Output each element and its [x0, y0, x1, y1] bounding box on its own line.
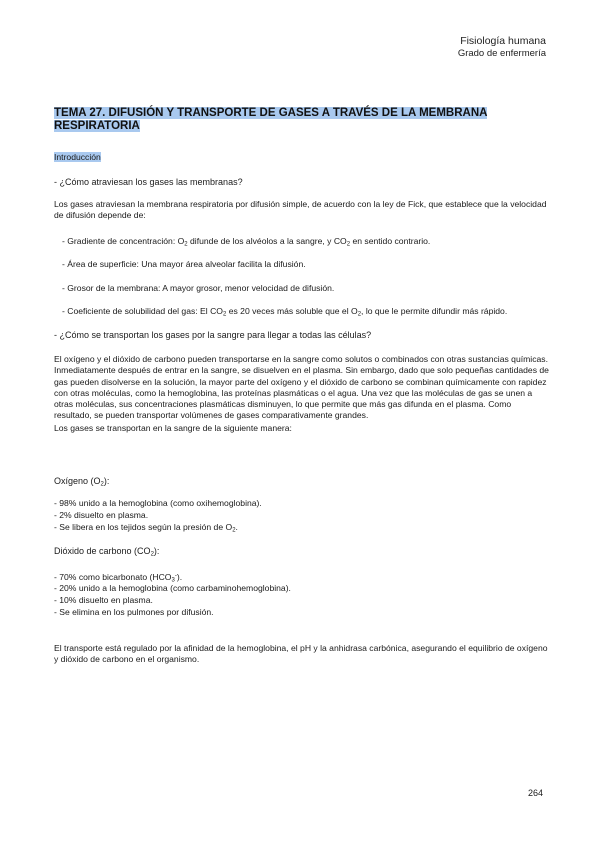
section-heading [54, 152, 549, 163]
factor-gradient [62, 236, 557, 251]
page-title [54, 107, 514, 133]
subscript: 2 [346, 241, 351, 248]
oxygen-heading-b: ): [103, 476, 110, 486]
co2-heading-b: ): [153, 546, 160, 556]
subscript: 3 [171, 577, 175, 584]
factor-gradient-b: difunde de los alvéolos a la sangre, y CO [187, 236, 347, 246]
transport-intro: Los gases se transportan en la sangre de la siguiente manera: [54, 423, 292, 433]
oxygen-item: - 2% disuelto en plasma. [54, 510, 149, 520]
oxygen-release-b: . [235, 522, 238, 532]
subscript: 2 [100, 481, 104, 488]
factor-solubility-b: es 20 veces más soluble que el O [226, 306, 358, 316]
conclusion-paragraph: El transporte está regulado por la afinidad de la hemoglobina, el pH y la anhidrasa carbónica, asegurando el equilibrio de oxígeno y dióxido de carbono en el organismo. [54, 643, 548, 665]
co2-bicarb-b: ). [176, 572, 183, 582]
oxygen-heading-a: Oxígeno (O [54, 476, 101, 486]
transport-paragraph: El oxígeno y el dióxido de carbono pueden transportarse en la sangre como solutos o combinados con otras sustancias químicas. Inmediatamente después de entrar en la sangre, se disuelven en el plasma. Sin embargo, dado que solo pequeñas cantidades de gas pueden disolverse en la solución, la mayor parte del oxígeno y el dióxido de carbono se combinan químicamente con rapidez con otras moléculas, como la hemoglobina, las proteínas plasmáticas o el agua. Una vez que las moléculas de gas se unen a otras moléculas, sus concentraciones plasmáticas disminuyen, lo que permite que más gas difunda en el plasma. Como resultado, se pueden transportar volúmenes de gases comparativamente grandes. [54, 354, 549, 421]
page-number: 264 [528, 788, 544, 798]
co2-item: - Se elimina en los pulmones por difusión. [54, 607, 214, 617]
subscript: 2 [184, 241, 188, 248]
factor-surface: - Área de superficie: Una mayor área alveolar facilita la difusión. [62, 259, 306, 269]
co2-heading-a: Dióxido de carbono (CO [54, 546, 151, 556]
header-course: Fisiología humana [460, 35, 546, 47]
oxygen-item-release [54, 522, 549, 537]
factor-gradient-a: - Gradiente de concentración: O [62, 236, 185, 246]
co2-bicarb-a: - 70% como bicarbonato (HCO [54, 572, 172, 582]
oxygen-heading [54, 476, 549, 491]
subscript: 2 [357, 311, 362, 318]
factor-thickness: - Grosor de la membrana: A mayor grosor, menor velocidad de difusión. [62, 283, 335, 293]
oxygen-item: - 98% unido a la hemoglobina (como oxihemoglobina). [54, 498, 262, 508]
header-degree: Grado de enfermería [457, 48, 546, 59]
subscript: 2 [150, 551, 154, 558]
page-title-text: TEMA 27. DIFUSIÓN Y TRANSPORTE DE GASES A TRAVÉS DE LA MEMBRANA RESPIRATORIA [54, 107, 488, 132]
factor-gradient-c: en sentido contrario. [350, 236, 431, 246]
section-heading-text: Introducción [54, 152, 101, 162]
co2-item: - 20% unido a la hemoglobina (como carbaminohemoglobina). [54, 583, 291, 593]
co2-item: - 10% disuelto en plasma. [54, 595, 153, 605]
factor-solubility-c: , lo que le permite difundir más rápido. [361, 306, 508, 316]
subscript: 2 [232, 527, 236, 534]
intro-paragraph: Los gases atraviesan la membrana respiratoria por difusión simple, de acuerdo con la ley de Fick, que establece que la velocidad de difusión depende de: [54, 199, 547, 221]
co2-heading [54, 546, 549, 561]
factor-solubility [62, 306, 557, 321]
question-2: - ¿Cómo se transportan los gases por la sangre para llegar a todas las células? [54, 330, 372, 340]
factor-solubility-a: - Coeficiente de solubilidad del gas: El CO [62, 306, 223, 316]
question-1: - ¿Cómo atraviesan los gases las membranas? [54, 177, 243, 187]
subscript: 2 [222, 311, 227, 318]
superscript: - [174, 573, 177, 579]
oxygen-release-a: - Se libera en los tejidos según la presión de O [54, 522, 233, 532]
